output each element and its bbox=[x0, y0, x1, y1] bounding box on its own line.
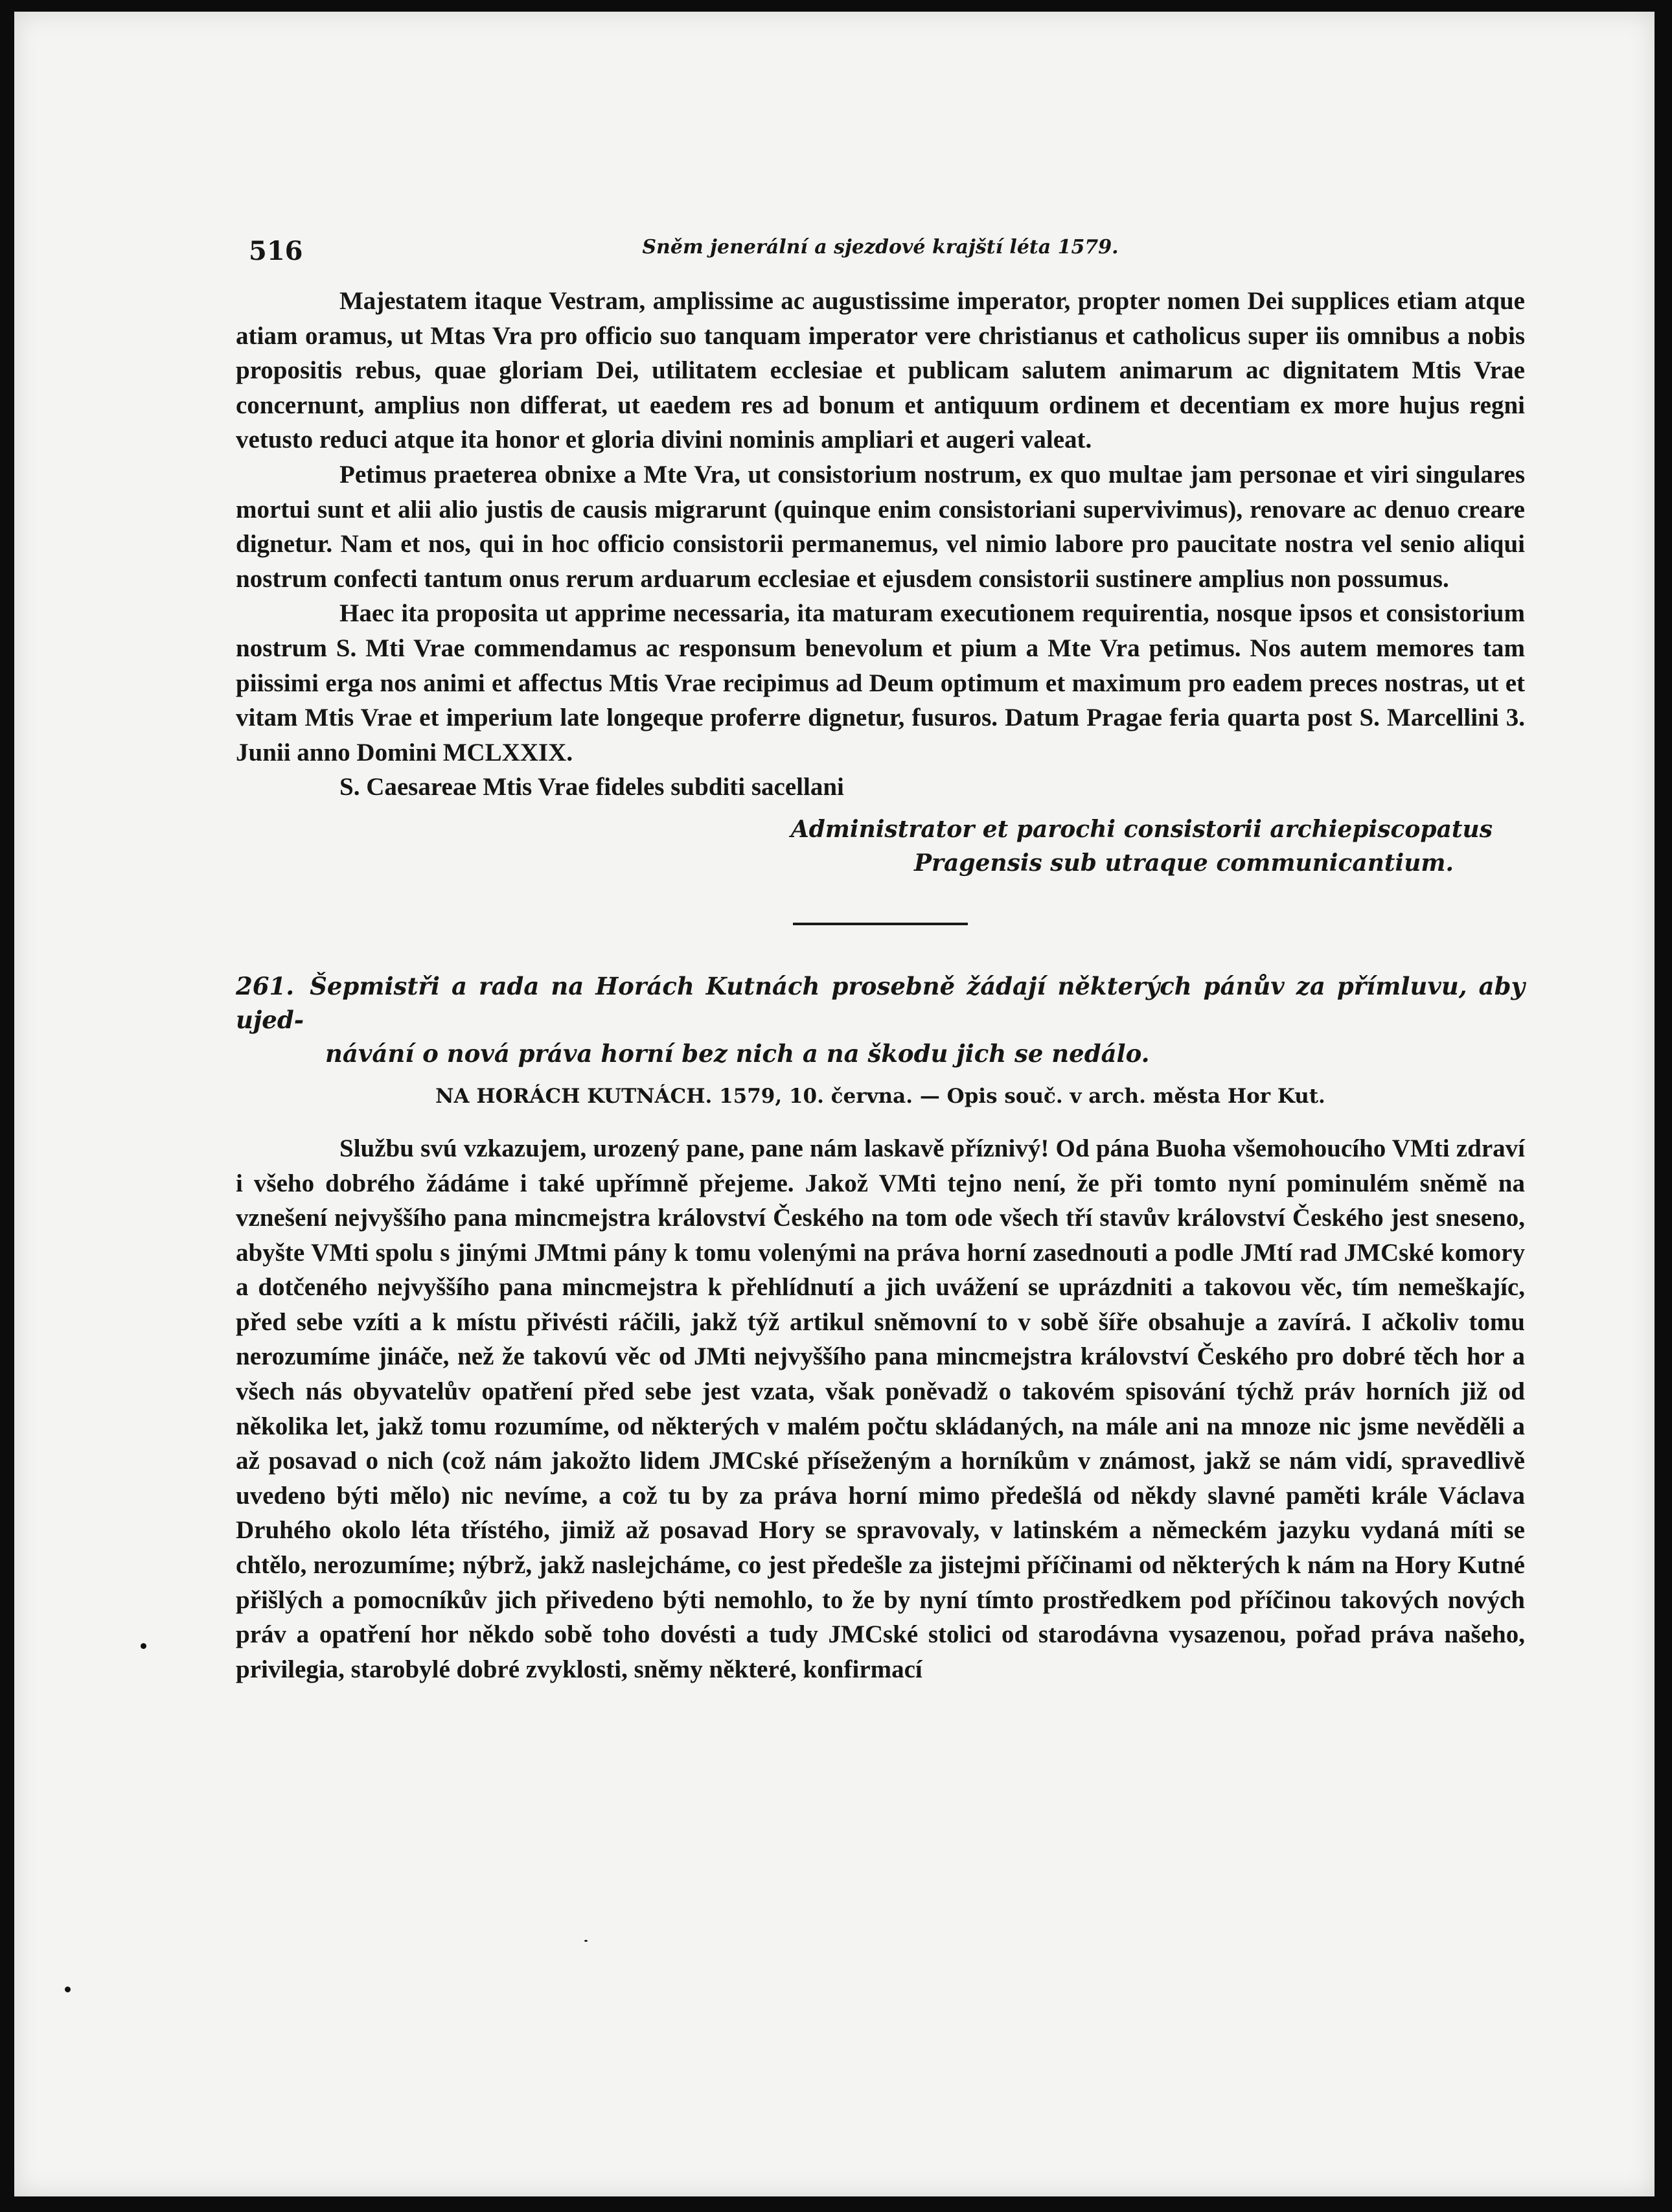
document-title-line-2: návání o nová práva horní bez nich a na škodu jich se nedálo. bbox=[325, 1039, 1150, 1068]
page-content bbox=[236, 224, 1525, 1687]
running-title: Sněm jenerální a sjezdové krajští léta 1579. bbox=[642, 236, 1119, 259]
letter-paragraph-3: Haec ita proposita ut apprime necessaria, ita maturam executionem requirentia, nosque ipsos et consistorium nostrum S. Mti Vrae commendamus ac responsum benevolum et pium a Mte Vra petimus. Nos autem memores tam piissimi erga nos animi et affectus Mtis Vrae recipimus ad Deum optimum et maximum pro eadem preces nostras, ut et vitam Mtis Vrae et imperium late longeque proferre dignetur, fusuros. Datum Pragae feria quarta post S. Marcellini 3. Junii anno Domini MCLXXIX. bbox=[236, 599, 1525, 766]
latin-letter bbox=[236, 284, 1525, 805]
scan-speck bbox=[65, 1987, 71, 1992]
scanned-page bbox=[14, 12, 1655, 2196]
signature-line-2: Pragensis sub utraque communicantium. bbox=[913, 849, 1454, 877]
czech-letter bbox=[236, 1131, 1525, 1687]
letter-paragraph-2: Petimus praeterea obnixe a Mte Vra, ut consistorium nostrum, ex quo multae jam personae et viri singulares mortui sunt et alii alio justis de causis migrarunt (quinque enim consistoriani supervivimus), renovare ac denuo creare dignetur. Nam et nos, qui in hoc officio consistorii permanemus, vel nimio labore pro paucitate nostra vel senio aliqui nostrum confecti tantum onus rerum arduarum ecclesiae et ejusdem consistorii sustinere amplius non possumus. bbox=[236, 460, 1525, 593]
document-heading bbox=[236, 969, 1525, 1070]
scan-speck bbox=[584, 1940, 588, 1942]
page-header bbox=[236, 224, 1525, 270]
signature-line-1: Administrator et parochi consistorii archiepiscopatus bbox=[790, 815, 1493, 843]
document-title-line-1: Šepmistři a rada na Horách Kutnách prosebně žádají některých pánův za přímluvu, aby ujed- bbox=[236, 971, 1525, 1034]
signature-block bbox=[236, 812, 1525, 880]
page-number: 516 bbox=[249, 236, 303, 266]
section-divider bbox=[793, 923, 968, 925]
scan-speck bbox=[141, 1643, 146, 1649]
letter-paragraph-1: Majestatem itaque Vestram, amplissime ac augustissime imperator, propter nomen Dei supplices etiam atque atiam oramus, ut Mtas Vra pro officio suo tanquam imperator vere christianus et catholicus super iis omnibus a nobis propositis rebus, quae gloriam Dei, utilitatem ecclesiae et publicam salutem animarum ac dignitatem Mtis Vrae concernunt, amplius non differat, ut eaedem res ad bonum et antiquum ordinem et decentiam ex more hujus regni vetusto reduci atque ita honor et gloria divini nominis ampliari et augeri valeat. bbox=[236, 287, 1525, 454]
letter-closing: S. Caesareae Mtis Vrae fideles subditi sacellani bbox=[339, 773, 844, 801]
czech-letter-body: Službu svú vzkazujem, urozený pane, pane nám laskavě příznivý! Od pána Buoha všemohoucího VMti zdraví i všeho dobrého žádáme i také upřímně přejeme. Jakož VMti tejno není, že při tomto nyní pominulém sněmě na vznešení nejvyššího pana mincmejstra království Českého na tom ode všech tří stavův království Českého jest sneseno, abyšte VMti spolu s jinými JMtmi pány k tomu volenými na práva horní zasednouti a podle JMtí rad JMCské komory a dotčeného nejvyššího pana mincmejstra k přehlídnutí a jich uvážení se uprázdniti a takovou věc, tím nemeškajíc, před sebe vzíti a k místu přivésti ráčili, jakž týž artikul sněmovní to v sobě šíře obsahuje a zavírá. I ačkoliv tomu nerozumíme jináče, než že takovú věc od JMti nejvyššího pana mincmejstra království Českého pro dobré těch hor a všech nás obyvatelův opatření před sebe jest vzata, však poněvadž o takovém spisování týchž práv horních již od několika let, jakž tomu rozumíme, od některých v malém počtu skládaných, na mále ani na mnoze nic jsme nevěděli a až posavad o nich (což nám jakožto lidem JMCské příseženým a horníkům v známost, jakž se nám vidí, spravedlivě uvedeno býti mělo) nic nevíme, a což tu by za práva horní mimo předešlá od někdy slavné paměti krále Václava Druhého okolo léta třístého, jimiž až posavad Hory se spravovaly, v latinském a německém jazyku vydaná míti se chtělo, nerozumíme; nýbrž, jakž naslejcháme, co jest předešle za jistejmi příčinami od některých k nám na Hory Kutné přišlých a pomocníkův jich přivedeno býti nemohlo, to že by nyní tímto prostředkem pod příčinou takových nových práv a opatření hor někdo sobě toho dovésti a tudy JMCské stolici od starodávna vysazenou, pořad práva našeho, privilegia, starobylé dobré zvyklosti, sněmy některé, konfirmací bbox=[236, 1134, 1525, 1683]
document-source-note: NA HORÁCH KUTNÁCH. 1579, 10. června. — Opis souč. v arch. města Hor Kut. bbox=[435, 1084, 1325, 1108]
document-number: 261. bbox=[236, 971, 295, 1000]
